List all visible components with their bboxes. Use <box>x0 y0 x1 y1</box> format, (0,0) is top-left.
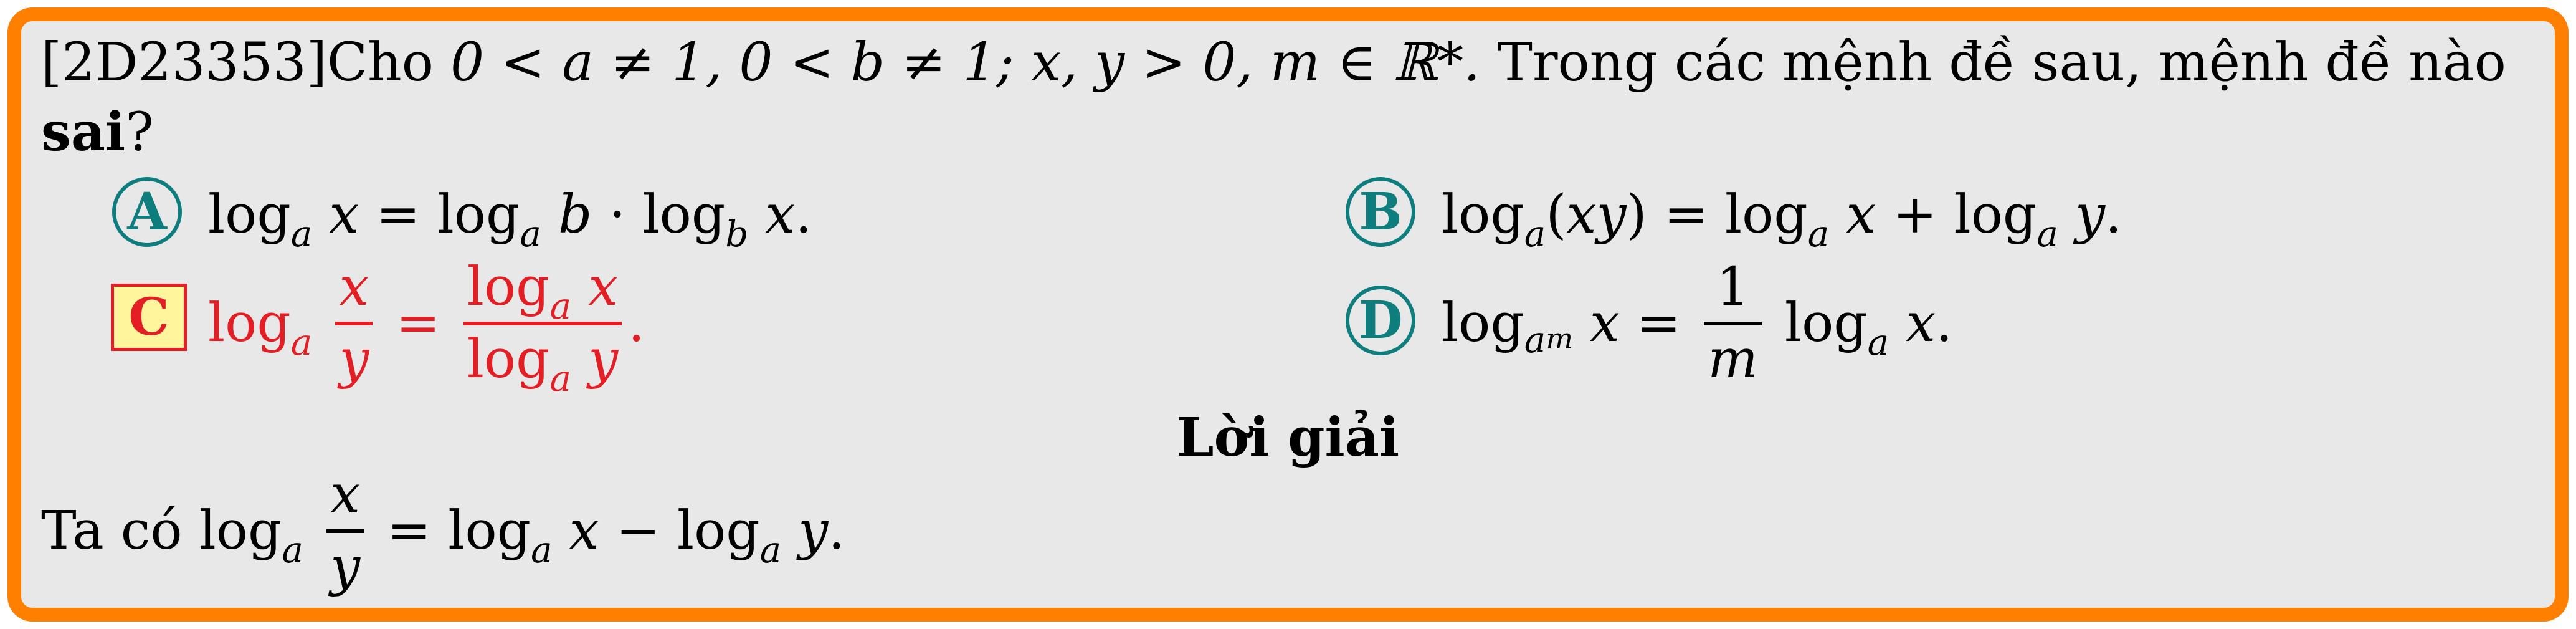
option-d-formula: $\log_{am} x$ = $\frac{1}{m}$ $\log_a x$. <box>1442 256 1953 390</box>
question-id: [2D23353] <box>41 32 327 94</box>
option-a-formula: $\log_a x = \log_a b \cdot \log_b x$. <box>208 184 812 255</box>
option-d-badge[interactable]: D <box>1346 286 1415 355</box>
option-b-badge[interactable]: B <box>1346 177 1415 247</box>
question-prompt: Trong các mệnh đề sau, mệnh đề nào <box>1497 32 2506 94</box>
solution-lead: Ta có <box>41 500 183 562</box>
question-end: ? <box>125 102 154 163</box>
question-line-2 <box>41 101 154 163</box>
solution-text: Ta có $\log_a$ $\frac{x}{y}$ = $\log_a x - \log_a y$. <box>41 464 845 598</box>
question-text <box>41 32 2506 94</box>
option-a-badge[interactable]: A <box>112 177 182 247</box>
question-conditions: 0 < a ≠ 1, 0 < b ≠ 1; x, y > 0, m ∈ ℝ*. <box>450 32 1481 94</box>
option-c-formula: $\log_a$ $\frac{x}{y}$ = $\frac{\log_a x}{\log_a y}$ . <box>208 256 645 400</box>
option-b-formula: $\log_a(xy) = \log_a x + \log_a y$. <box>1442 184 2122 255</box>
question-lead: Cho <box>326 32 434 94</box>
option-c-badge[interactable]: C <box>111 284 187 351</box>
solution-heading: Lời giải <box>1176 406 1400 469</box>
question-emphasis: sai <box>41 101 126 163</box>
